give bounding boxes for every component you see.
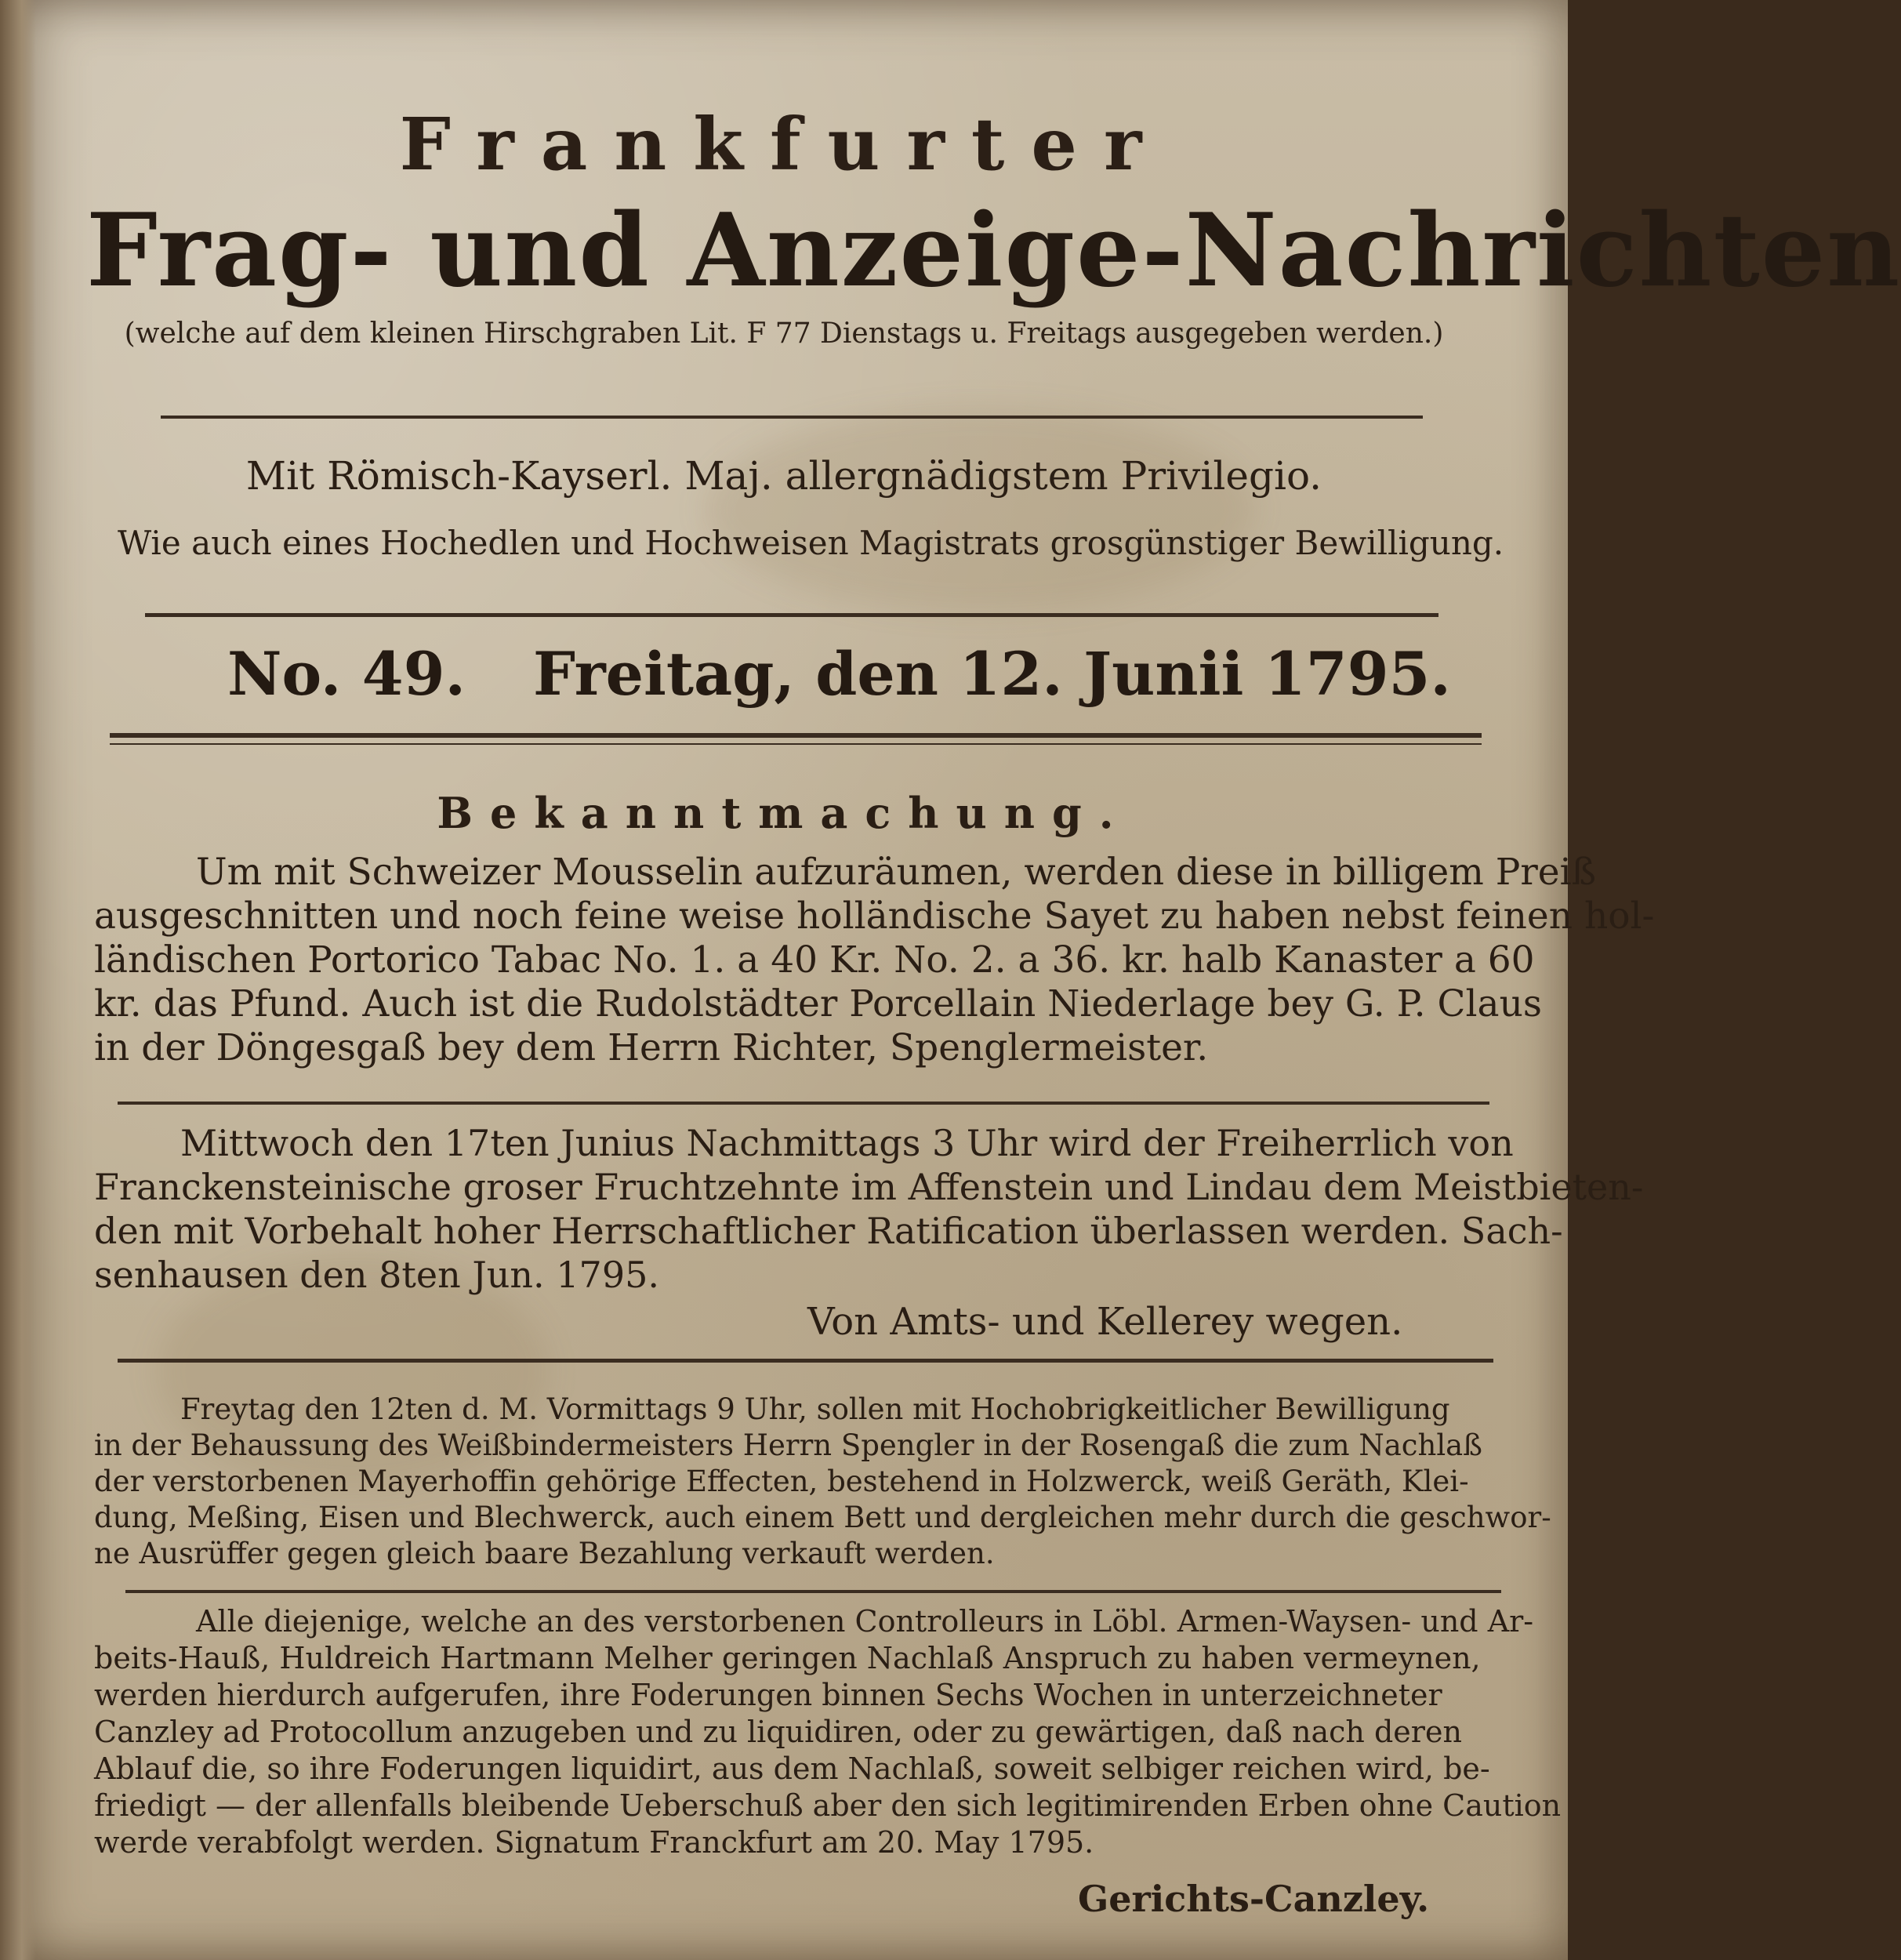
masthead-subtitle: (welche auf dem kleinen Hirschgraben Lit. F 77 Dienstags u. Freitags ausgegeben werden.) (124, 318, 1444, 350)
masthead-title-top: Frankfurter (399, 102, 1169, 187)
notice-4-line: Canzley ad Protocollum anzugeben und zu liquidiren, oder zu gewärtigen, daß nach deren (94, 1715, 1462, 1749)
divider-rule (118, 1359, 1493, 1363)
notice-4 (94, 1603, 1562, 1861)
divider-rule (161, 416, 1423, 419)
notice-4-line: friedigt — der allenfalls bleibende Ueberschuß aber den sich legitimirenden Erben ohne Caution (94, 1788, 1562, 1823)
page-fold-shadow (0, 0, 36, 1960)
notice-3-line: in der Behaussung des Weißbindermeisters Herrn Spengler in der Rosengaß die zum Nachlaß (94, 1428, 1482, 1462)
notice-2-line: Mittwoch den 17ten Junius Nachmittags 3 Uhr wird der Freiherrlich von (180, 1122, 1514, 1164)
notice-1 (94, 851, 1655, 1070)
issue-date: Freitag, den 12. Junii 1795. (533, 639, 1451, 709)
notice-1-line: Um mit Schweizer Mousselin aufzuräumen, werden diese in billigem Preiß (196, 851, 1597, 894)
notice-2-line: den mit Vorbehalt hoher Herrschaftlicher Ratification überlassen werden. Sach- (94, 1210, 1563, 1252)
notice-3-line: dung, Meßing, Eisen und Blechwerck, auch einem Bett und dergleichen mehr durch die geschwor- (94, 1501, 1551, 1534)
notice-4-line: werden hierdurch aufgerufen, ihre Foderungen binnen Sechs Wochen in unterzeichneter (94, 1678, 1442, 1712)
notice-4-line: Ablauf die, so ihre Foderungen liquidirt, aus dem Nachlaß, soweit selbiger reichen wird, be- (94, 1751, 1490, 1786)
notice-1-line: in der Döngesgaß bey dem Herrn Richter, Spenglermeister. (94, 1026, 1209, 1069)
divider-rule (125, 1590, 1501, 1593)
notice-3-line: Freytag den 12ten d. M. Vormittags 9 Uhr, sollen mit Hochobrigkeitlicher Bewilligung (180, 1392, 1450, 1426)
privilege-line-2: Wie auch eines Hochedlen und Hochweisen Magistrats grosgünstiger Bewilligung. (118, 524, 1504, 562)
notice-4-line: werde verabfolgt werden. Signatum Franckfurt am 20. May 1795. (94, 1825, 1094, 1860)
notice-2-line: Franckensteinische groser Fruchtzehnte im Affenstein und Lindau dem Meistbieten- (94, 1166, 1644, 1208)
masthead-title-main: Frag- und Anzeige-Nachrichten (86, 192, 1901, 310)
notice-heading: Bekanntmachung. (437, 788, 1131, 838)
notice-2 (94, 1121, 1644, 1297)
notice-1-line: ausgeschnitten und noch feine weise holländische Sayet zu haben nebst feinen hol- (94, 895, 1655, 938)
notice-1-line: kr. das Pfund. Auch ist die Rudolstädter Porcellain Niederlage bey G. P. Claus (94, 982, 1542, 1025)
notice-3-line: der verstorbenen Mayerhoffin gehörige Effecten, bestehend in Holzwerck, weiß Geräth, Klei- (94, 1465, 1469, 1498)
notice-2-signature: Von Amts- und Kellerey wegen. (807, 1300, 1403, 1344)
notice-2-line: senhausen den 8ten Jun. 1795. (94, 1254, 659, 1296)
divider-rule (118, 1102, 1489, 1105)
notice-3-line: ne Ausrüffer gegen gleich baare Bezahlung verkauft werden. (94, 1537, 995, 1570)
paper-stain (706, 408, 1254, 612)
issue-number: No. 49. (227, 639, 466, 709)
notice-4-line: beits-Hauß, Huldreich Hartmann Melher geringen Nachlaß Anspruch zu haben vermeynen, (94, 1641, 1481, 1675)
notice-3 (94, 1392, 1551, 1572)
privilege-line-1: Mit Römisch-Kayserl. Maj. allergnädigstem Privilegio. (245, 453, 1322, 499)
divider-rule (110, 733, 1482, 738)
divider-rule (110, 743, 1482, 745)
divider-rule (145, 613, 1438, 617)
notice-4-signature: Gerichts-Canzley. (1078, 1878, 1430, 1920)
notice-1-line: ländischen Portorico Tabac No. 1. a 40 Kr. No. 2. a 36. kr. halb Kanaster a 60 (94, 938, 1535, 982)
notice-4-line: Alle diejenige, welche an des verstorbenen Controlleurs in Löbl. Armen-Waysen- und Ar- (196, 1604, 1534, 1639)
